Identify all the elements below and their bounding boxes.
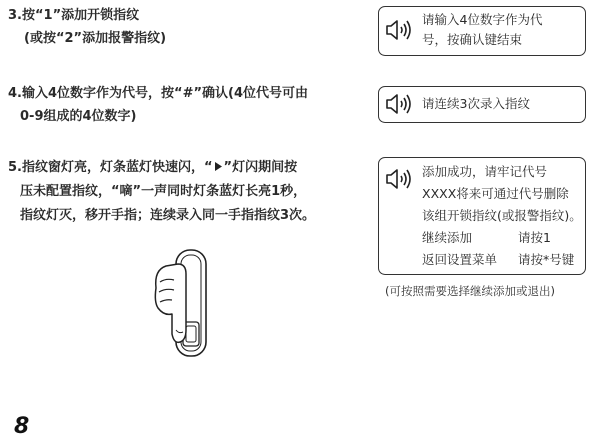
step-3-line-1: 3.按“1”添加开锁指纹 — [8, 8, 140, 23]
step-5-line-2: 压未配置指纹，“嘀”一声同时灯条蓝灯长亮1秒， — [20, 184, 307, 199]
step-5-line-3: 指纹灯灭，移开手指；连续录入同一手指指纹3次。 — [20, 208, 316, 223]
prompt-3-line-2: XXXX将来可通过代号删除 — [422, 186, 569, 201]
voice-prompt-box-1 — [378, 6, 586, 56]
step-3-line-2: (或按“2”添加报警指纹) — [24, 31, 167, 46]
return-menu-key: 请按*号键 — [518, 252, 575, 267]
play-triangle-icon — [214, 161, 223, 172]
speaker-icon — [385, 93, 413, 115]
finger-on-sensor-illustration — [152, 248, 232, 360]
step-5-instruction — [8, 156, 315, 228]
speaker-icon — [385, 19, 413, 41]
step-5-line-1-start: 5.指纹窗灯亮，灯条蓝灯快速闪，“ — [8, 160, 213, 175]
page-number: 8 — [14, 414, 30, 439]
return-menu-label: 返回设置菜单 — [422, 252, 498, 267]
speaker-icon — [385, 168, 413, 190]
step-4-line-1: 4.输入4位数字作为代号，按“#”确认(4位代号可由 — [8, 86, 308, 101]
prompt-1-line-1: 请输入4位数字作为代 — [422, 12, 543, 27]
voice-prompt-box-3 — [378, 157, 586, 275]
prompt-2-line-1: 请连续3次录入指纹 — [422, 96, 530, 111]
step-5-line-1-end: ”灯闪期间按 — [223, 160, 298, 175]
step-4-line-2: 0-9组成的4位数字) — [20, 109, 137, 124]
step-5-line-1 — [8, 156, 315, 180]
step-3-instruction — [8, 4, 166, 50]
voice-prompt-box-2 — [378, 86, 586, 123]
step-4-instruction — [8, 82, 308, 128]
prompt-3-line-1: 添加成功，请牢记代号 — [422, 164, 548, 179]
prompt-3-row-return — [422, 249, 582, 271]
continue-add-key: 请按1 — [518, 230, 551, 245]
prompt-3-row-continue — [422, 227, 582, 249]
prompt-1-line-2: 号，按确认键结束 — [422, 32, 523, 47]
note-text: (可按照需要选择继续添加或退出) — [385, 284, 555, 298]
prompt-3-line-3: 该组开锁指纹(或报警指纹)。 — [422, 208, 582, 223]
continue-add-label: 继续添加 — [422, 230, 473, 245]
